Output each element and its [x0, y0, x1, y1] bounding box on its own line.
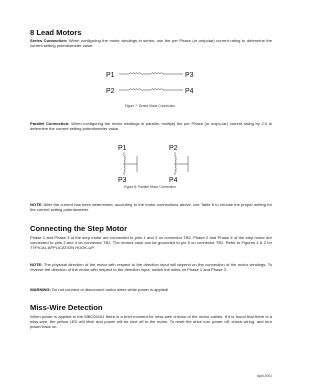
- connecting-step-motor-paragraph: Phase 1 and Phase 3 of the step motor are connected to pins 1 and 2 on connector TB2. Phase 2 and Phase 4 of the step motor are connected to pins 3 and 4 on connector TB2. The motors case can be grounded to pin 5 on connector TB2. Refer to Figures 1 & 2 for TYPICAL APPLICATION HOOK-UP.: [30, 235, 272, 251]
- fig7-winding-bottom: [119, 89, 183, 90]
- section-title-connecting-step-motor: Connecting the Step Motor: [30, 224, 128, 233]
- section-title-miss-wire-detection: Miss-Wire Detection: [30, 303, 103, 312]
- parallel-connection-paragraph: [30, 121, 272, 131]
- fig8-label-p1: P1: [118, 145, 127, 152]
- fig7-label-p2: P2: [106, 88, 115, 95]
- series-connection-text: When configuring the motor windings in series, use the per Phase (or unipolar) current rating to determine the current setting potentiometer value.: [30, 38, 272, 49]
- figure7-caption: Figure 7: Series Motor Connection: [124, 104, 176, 108]
- fig8-winding-right: [175, 152, 188, 175]
- figure8-caption: Figure 8: Parallel Motor Connection: [124, 185, 176, 189]
- section-title-8-lead-motors: 8 Lead Motors: [30, 28, 82, 37]
- note-direction-paragraph: [30, 262, 272, 272]
- fig8-label-p4: P4: [169, 177, 178, 184]
- series-connection-lead: Series Connection:: [30, 38, 68, 43]
- warning-paragraph: [30, 287, 272, 292]
- fig7-label-p4: P4: [185, 88, 194, 95]
- note-direction-lead: NOTE:: [30, 262, 43, 267]
- series-motor-connection-diagram: [0, 62, 300, 106]
- parallel-motor-connection-diagram: [0, 142, 300, 184]
- warning-lead: WARNING:: [30, 287, 51, 292]
- parallel-connection-text: When configuring the motor windings in parallel, multiply the per Phase (or unipo-lar) current rating by 2.0 to determine the current setting potentiometer value.: [30, 121, 272, 132]
- series-connection-paragraph: [30, 38, 272, 48]
- note-current-setting-lead: NOTE:: [30, 202, 43, 207]
- footer-date: April 2001: [257, 374, 272, 378]
- note-current-setting-text: After the current has been determined, according to the motor connections above, use Table 8 to choose the proper setting for the current setting potentiometer.: [30, 202, 272, 213]
- note-direction-text: The physical direction of the motor with respect to the direction input will depend on the connection of the motor windings. To reverse the direction of the motor with respect to the direction input, switch the wires on Phase 1 and Phase 3.: [30, 262, 272, 273]
- fig8-label-p2: P2: [169, 145, 178, 152]
- warning-text: Do not connect or disconnect motor wires while power is applied!: [50, 287, 169, 292]
- fig8-winding-left: [124, 152, 137, 175]
- note-current-setting-paragraph: [30, 202, 272, 212]
- parallel-connection-lead: Parallel Connection:: [30, 121, 70, 126]
- fig7-winding-top: [119, 73, 183, 74]
- fig8-label-p3: P3: [118, 177, 127, 184]
- fig7-label-p1: P1: [106, 72, 115, 79]
- miss-wire-detection-paragraph: When power is applied to the MBC04161 there is a brief moment for miss-wire checks of the motor cables. If it is found that there is a miss-wire, the yellow LED will blink and power will be shut off to the motor. To reset the drive turn power off, check wiring, and turn power back on.: [30, 314, 272, 330]
- fig7-label-p3: P3: [185, 72, 194, 79]
